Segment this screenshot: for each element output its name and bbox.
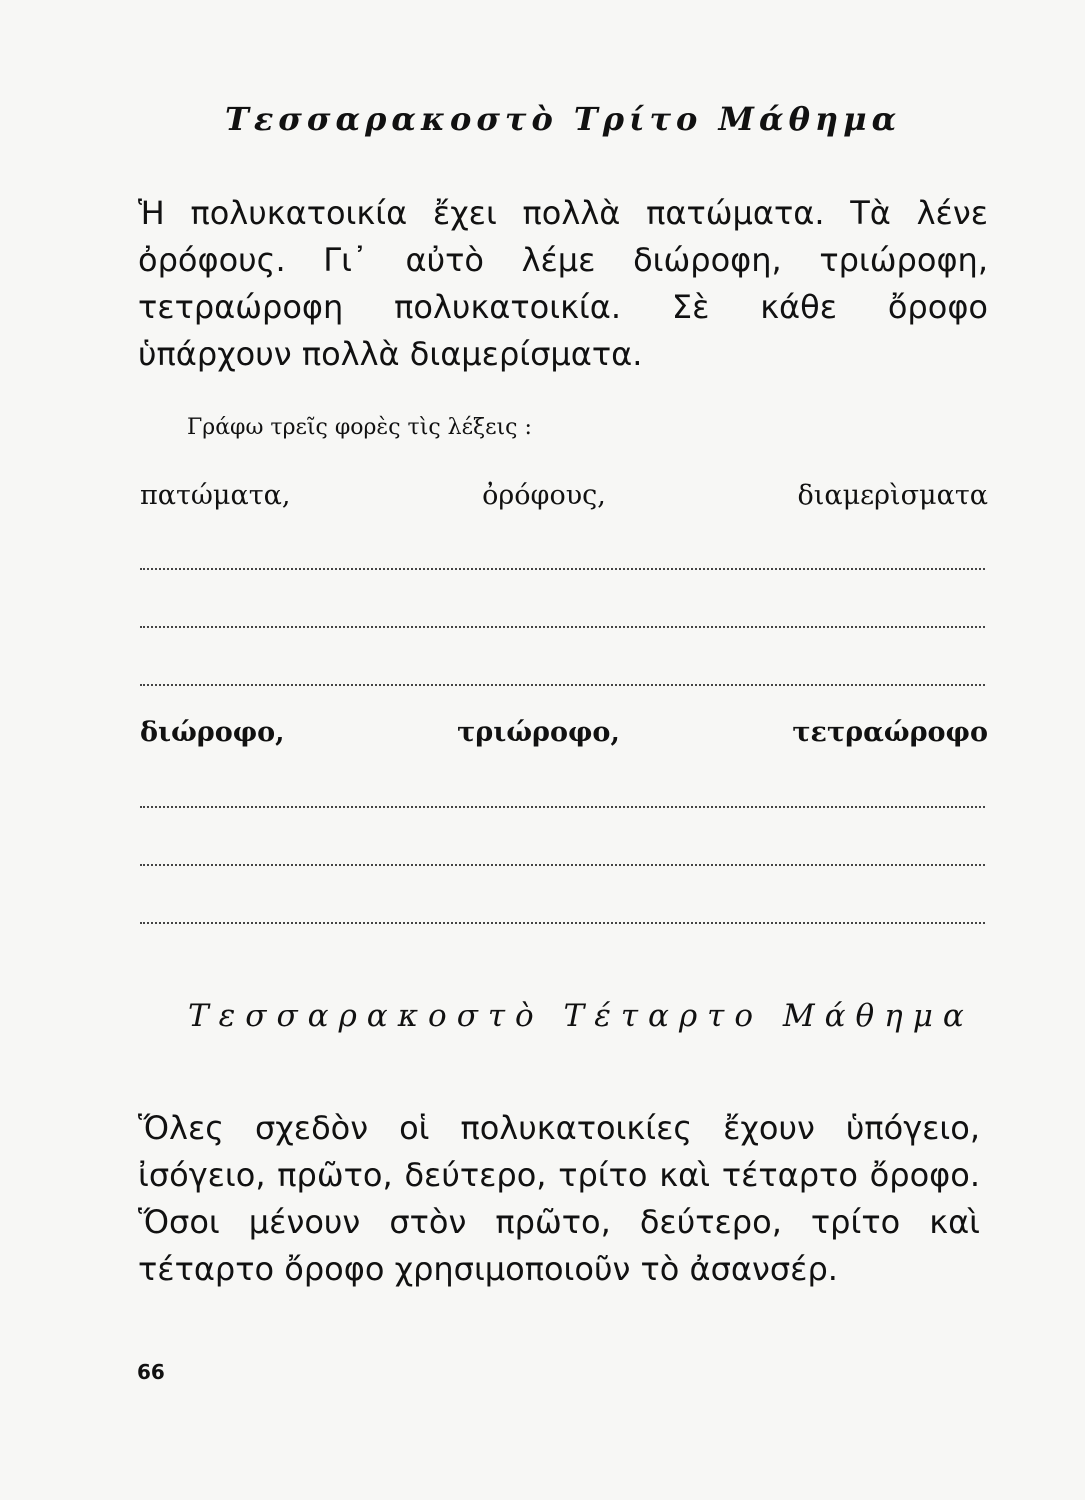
writing-line-6 — [140, 922, 985, 924]
words-row-2 — [140, 717, 988, 748]
word-diorofo: διώροφο, — [140, 717, 285, 748]
word-triorofo: τριώροφο, — [457, 717, 620, 748]
writing-line-4 — [140, 806, 985, 808]
lesson-44-paragraph: Ὅλες σχεδὸν οἱ πολυκατοικίες ἔχουν ὑπόγειο, ἰσόγειο, πρῶτο, δεύτερο, τρίτο καὶ τέταρτο ὄροφο. Ὅσοι μένουν στὸν πρῶτο, δεύτερο, τρίτο καὶ τέταρτο ὄροφο χρησιμοποιοῦν τὸ ἀσανσέρ. — [138, 1109, 980, 1288]
word-patomata: πατώματα, — [140, 480, 291, 511]
lesson-44-title: Τεσσαρακοστὸ Τέταρτο Μάθημα — [188, 998, 974, 1034]
writing-line-5 — [140, 864, 985, 866]
writing-line-1 — [140, 568, 985, 570]
lesson-43-paragraph: Ἡ πολυκατοικία ἔχει πολλὰ πατώματα. Τὰ λένε ὀρόφους. Γι᾿ αὐτὸ λέμε διώροφη, τριώροφη, τετραώροφη πολυκατοικία. Σὲ κάθε ὄροφο ὑπάρχουν πολλὰ διαμερίσματα. — [138, 194, 988, 373]
word-tetraorofo: τετραώροφο — [792, 717, 988, 748]
page-number: 66 — [137, 1360, 165, 1384]
writing-line-3 — [140, 684, 985, 686]
writing-line-2 — [140, 626, 985, 628]
word-orofous: ὀρόφους, — [482, 480, 606, 511]
lesson-43-title: Τεσσαρακοστὸ Τρίτο Μάθημα — [225, 100, 902, 138]
words-row-1 — [140, 480, 988, 511]
word-diamerismata: διαμερὶσματα — [797, 480, 988, 511]
writing-instruction: Γράφω τρεῖς φορὲς τὶς λέξεις : — [187, 415, 532, 440]
